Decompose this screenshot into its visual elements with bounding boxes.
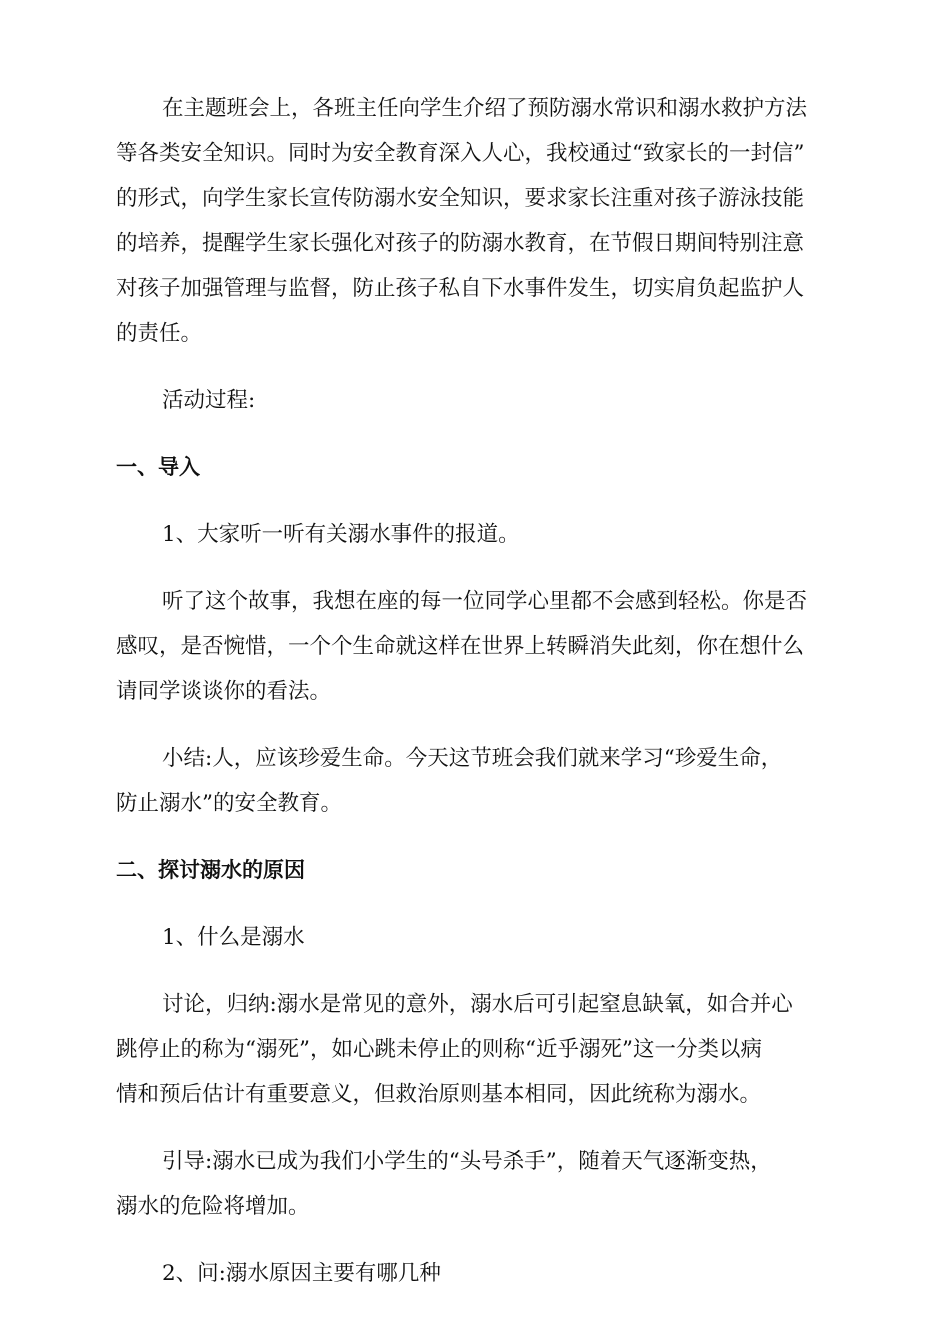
section-heading-introduction: 一、导入 [116, 455, 200, 479]
text-line: 跳停止的称为“溺死”，如心跳未停止的则称“近乎溺死”这一分类以病 [116, 1037, 762, 1062]
paragraph-summary [116, 736, 836, 826]
text-line: 的培养，提醒学生家长强化对孩子的防溺水教育，在节假日期间特别注意 [116, 231, 805, 256]
text-line: 情和预后估计有重要意义，但救治原则基本相同，因此统称为溺水。 [116, 1082, 762, 1107]
text-line: 感叹，是否惋惜，一个个生命就这样在世界上转瞬消失此刻，你在想什么 [116, 634, 805, 659]
text-line: 对孩子加强管理与监督，防止孩子私自下水事件发生，切实肩负起监护人 [116, 276, 805, 301]
paragraph-story-reflection [116, 579, 836, 714]
text-line: 听了这个故事，我想在座的每一位同学心里都不会感到轻松。你是否 [162, 589, 808, 614]
text-line: 防止溺水”的安全教育。 [116, 791, 342, 816]
text-line: 等各类安全知识。同时为安全教育深入人心，我校通过“致家长的一封信” [116, 141, 805, 166]
section-heading-causes: 二、探讨溺水的原因 [116, 858, 305, 882]
text-line: 1、什么是溺水 [162, 925, 305, 950]
document-body [116, 86, 836, 1318]
text-line: 引导:溺水已成为我们小学生的“头号杀手”，随着天气逐渐变热， [162, 1149, 772, 1174]
text-line: 在主题班会上，各班主任向学生介绍了预防溺水常识和溺水救护方法 [162, 96, 808, 121]
text-line: 1、大家听一听有关溺水事件的报道。 [162, 522, 520, 547]
text-line: 的责任。 [116, 321, 203, 346]
paragraph-what-is-drowning [116, 915, 836, 960]
paragraph-causes-question [116, 1251, 836, 1296]
paragraph-listen-report [116, 512, 836, 557]
text-line: 2、问:溺水原因主要有哪几种 [162, 1261, 441, 1286]
paragraph-activity-process [116, 378, 836, 423]
text-line: 请同学谈谈你的看法。 [116, 679, 332, 704]
text-line: 小结:人，应该珍爱生命。今天这节班会我们就来学习“珍爱生命， [162, 746, 783, 771]
text-line: 溺水的危险将增加。 [116, 1194, 310, 1219]
text-line: 活动过程: [162, 388, 256, 413]
paragraph-guidance [116, 1139, 836, 1229]
paragraph-class-meeting [116, 86, 836, 356]
text-line: 讨论，归纳:溺水是常见的意外，溺水后可引起窒息缺氧，如合并心 [162, 992, 793, 1017]
paragraph-discussion [116, 982, 836, 1117]
text-line: 的形式，向学生家长宣传防溺水安全知识，要求家长注重对孩子游泳技能 [116, 186, 805, 211]
